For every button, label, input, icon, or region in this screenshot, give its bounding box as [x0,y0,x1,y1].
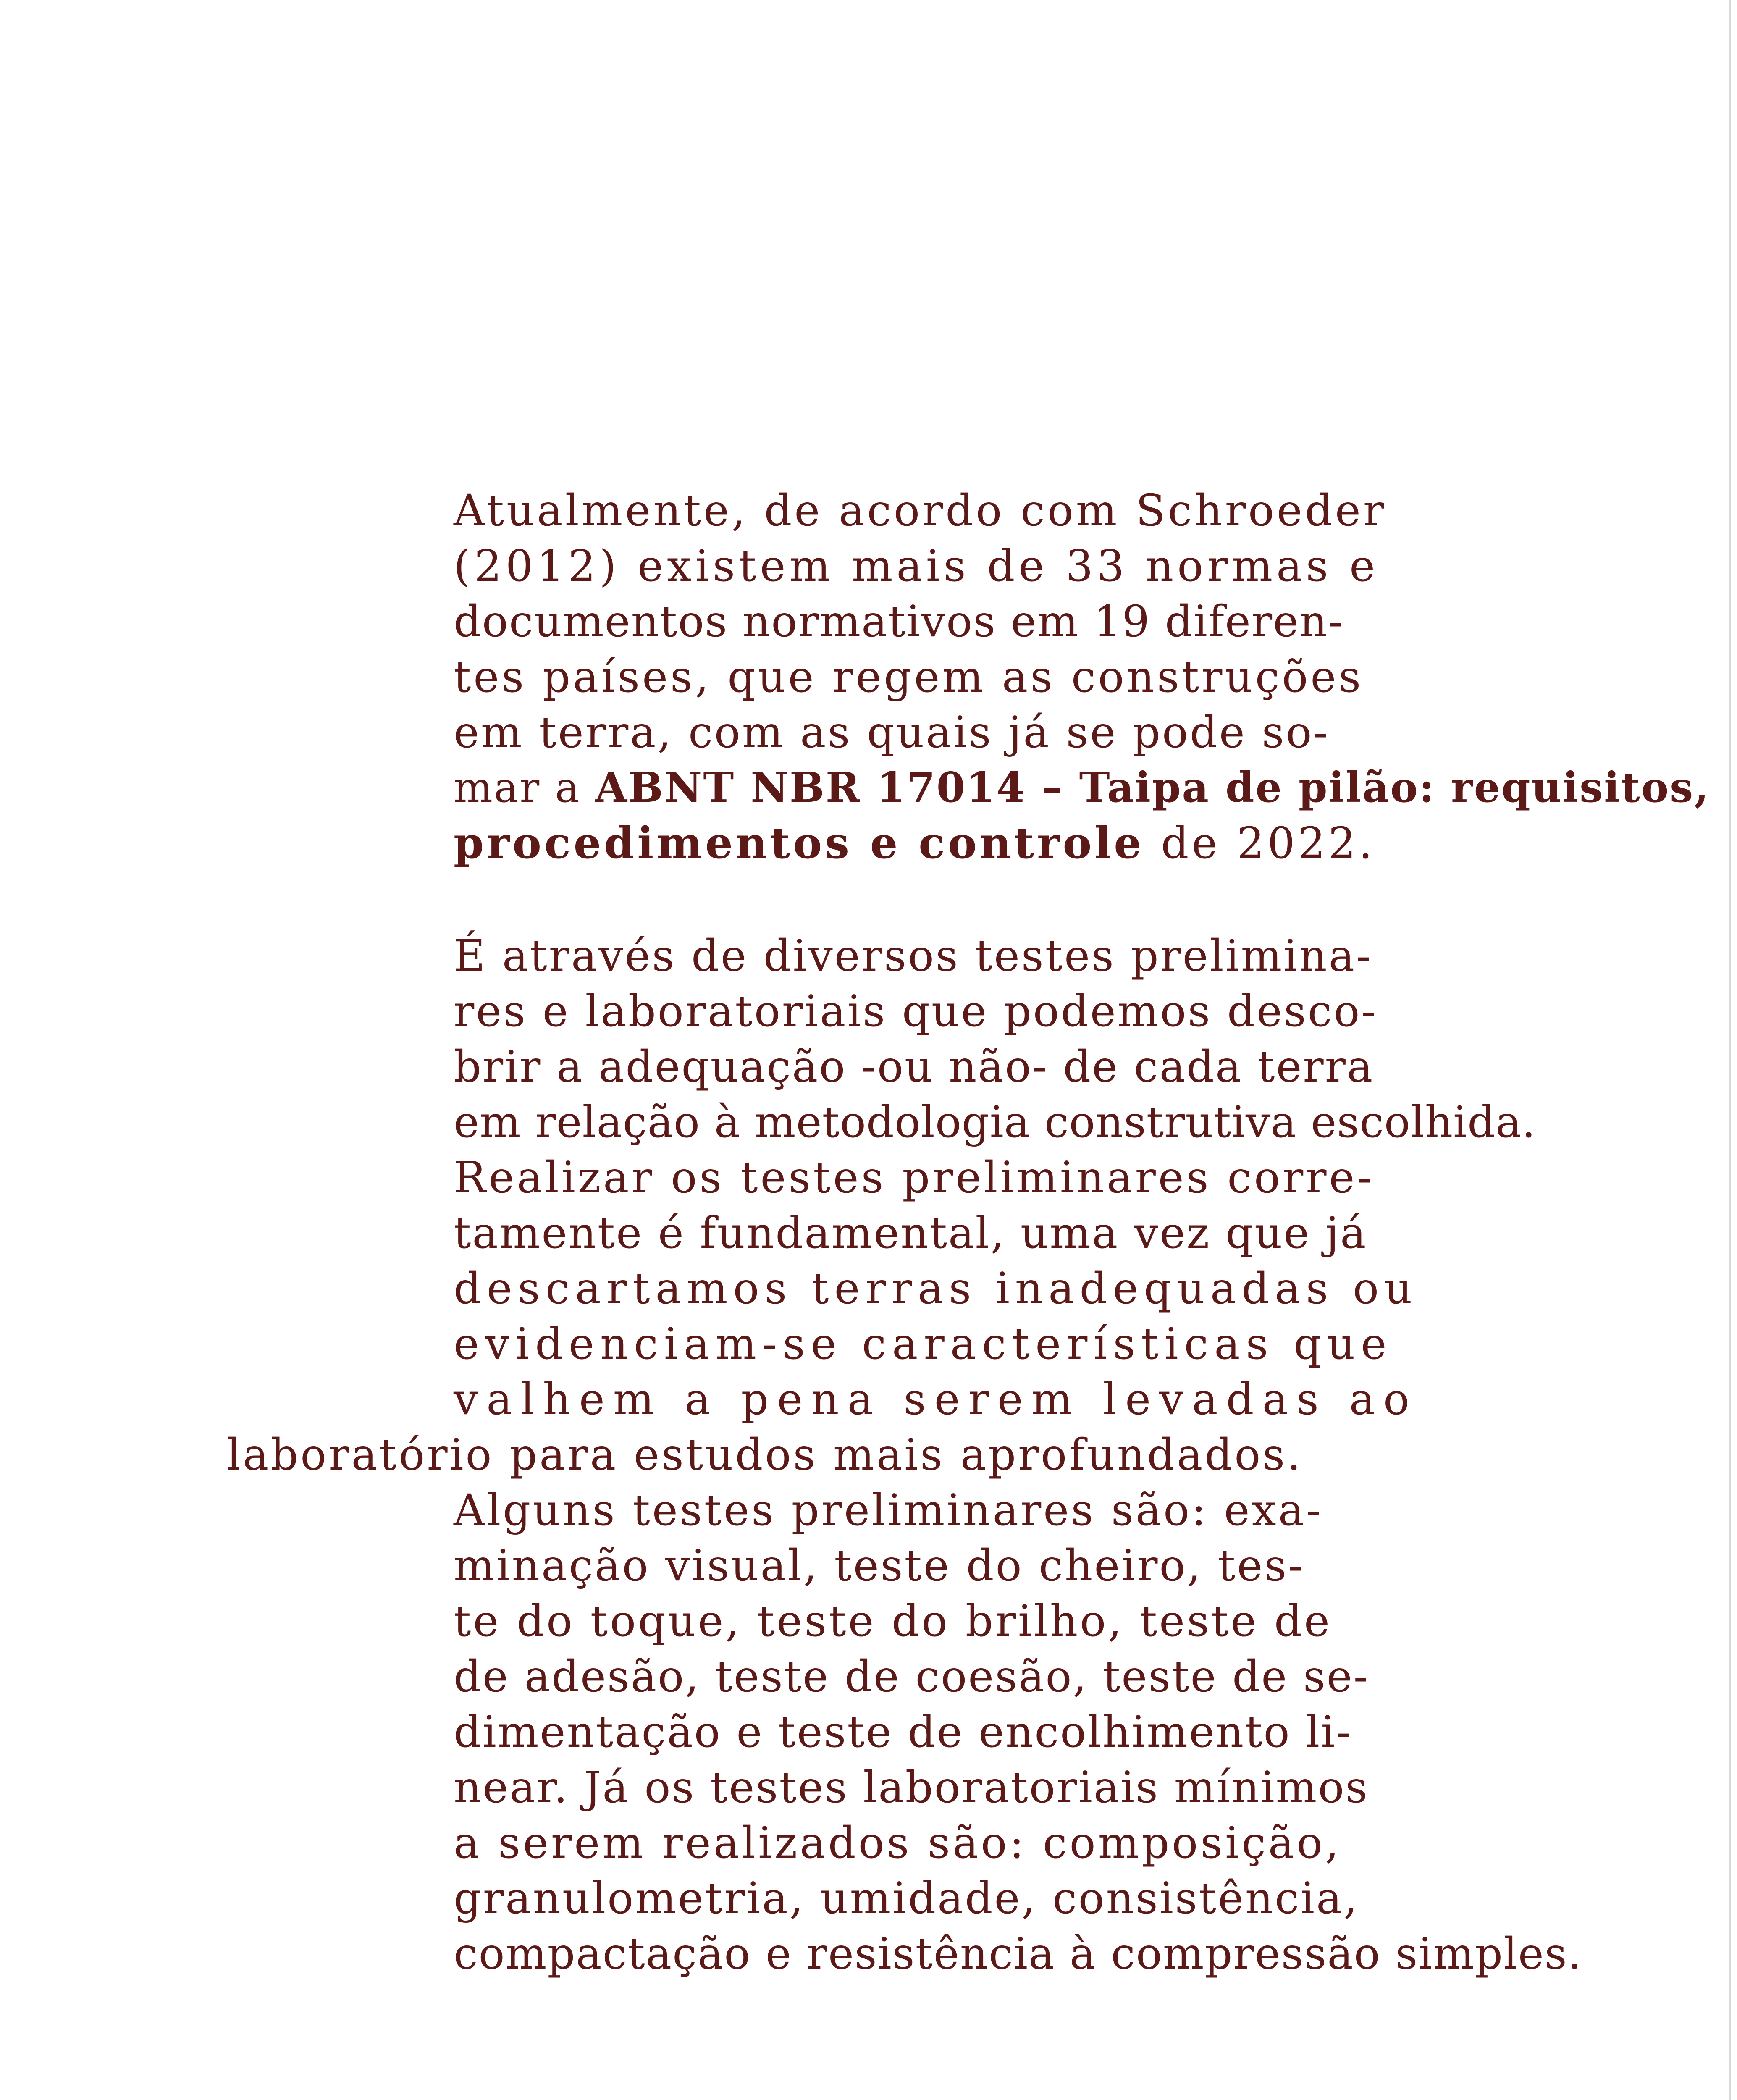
paragraph-2-line: Realizar os testes preliminares corre- [454,1152,1375,1203]
paragraph-2-line: em relação à metodologia construtiva escolhida. [454,1097,1536,1147]
paragraph-1-line: tes países, que regem as construções [454,652,1364,702]
paragraph-2-line: valhem a pena serem levadas ao [454,1374,1418,1425]
paragraph-1-line: em terra, com as quais já se pode so- [454,707,1330,758]
paragraph-2-line: evidenciam-se características que [454,1319,1393,1369]
paragraph-2-line: dimentação e teste de encolhimento li- [454,1707,1352,1757]
paragraph-2-line: compactação e resistência à compressão simples. [454,1929,1582,1979]
paragraph-2-line: É através de diversos testes prelimina- [454,931,1372,981]
paragraph-2-line: a serem realizados são: composição, [454,1818,1341,1868]
paragraph-1-line: documentos normativos em 19 diferen- [454,596,1344,647]
paragraph-2-line: descartamos terras inadequadas ou [454,1263,1418,1314]
paragraph-2-line: brir a adequação -ou não- de cada terra [454,1042,1374,1092]
paragraph-2-line: near. Já os testes laboratoriais mínimos [454,1762,1369,1813]
paragraph-1-line [454,760,1710,816]
standard-title-bold: procedimentos e controle [454,818,1144,869]
paragraph-2-line: tamente é fundamental, uma vez que já [454,1208,1367,1258]
paragraph-2-line: res e laboratoriais que podemos desco- [454,986,1378,1037]
standard-title-bold: ABNT NBR 17014 – Taipa de pilão: requisitos, [595,764,1710,812]
paragraph-2-line: laboratório para estudos mais aprofundados. [227,1430,1303,1480]
paragraph-2-line: te do toque, teste do brilho, teste de [454,1596,1332,1646]
paragraph-2-line: minação visual, teste do cheiro, tes- [454,1541,1304,1591]
paragraph-1-line: (2012) existem mais de 33 normas e [454,541,1379,591]
paragraph-1-line [454,816,1375,871]
paragraph-2-line: granulometria, umidade, consistência, [454,1873,1359,1924]
paragraph-1-line: Atualmente, de acordo com Schroeder [454,486,1387,536]
line-suffix: de 2022. [1144,818,1376,869]
paragraph-2-line: de adesão, teste de coesão, teste de se- [454,1651,1370,1702]
paragraph-2-line: Alguns testes preliminares são: exa- [454,1485,1323,1536]
line-prefix: mar a [454,764,595,812]
